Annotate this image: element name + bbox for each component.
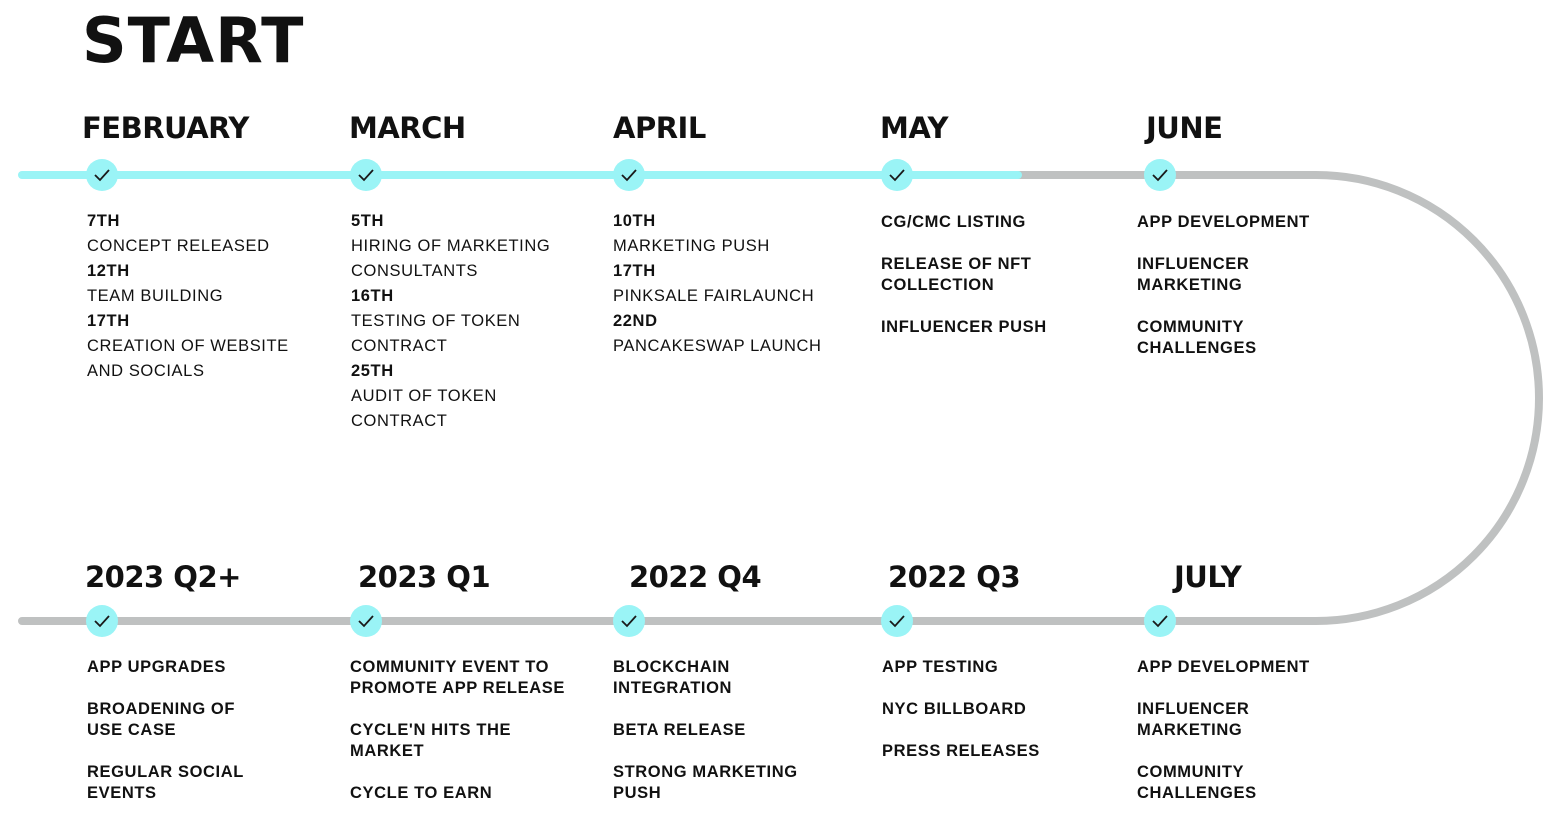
milestone-text: APP TESTING — [882, 658, 999, 676]
milestone-text: NYC BILLBOARD — [882, 700, 1027, 718]
milestone-text: CONTRACT — [351, 412, 448, 430]
march-items — [351, 209, 550, 434]
date-label: 12TH — [87, 262, 130, 280]
milestone-text: MARKETING PUSH — [613, 237, 770, 255]
check-icon — [881, 605, 913, 637]
roadmap-title: START — [82, 4, 305, 77]
milestone-text: CONTRACT — [351, 337, 448, 355]
check-icon — [1144, 605, 1176, 637]
june-items — [1137, 212, 1312, 380]
date-label: 17TH — [613, 262, 656, 280]
milestone-text: STRONG MARKETING PUSH — [613, 763, 798, 802]
milestone-text: PRESS RELEASES — [882, 742, 1040, 760]
date-label: 10TH — [613, 212, 656, 230]
date-label: 7TH — [87, 212, 120, 230]
heading-2023-q2-plus: 2023 Q2+ — [85, 560, 241, 594]
heading-july: JULY — [1174, 560, 1242, 594]
check-icon — [350, 605, 382, 637]
milestone-text: CREATION OF WEBSITE — [87, 337, 289, 355]
date-label: 25TH — [351, 362, 394, 380]
milestone-text: TEAM BUILDING — [87, 287, 224, 305]
milestone-text: REGULAR SOCIAL EVENTS — [87, 763, 244, 802]
milestone-text: COMMUNITY CHALLENGES — [1137, 318, 1257, 357]
april-items — [613, 209, 822, 359]
heading-2022-q4: 2022 Q4 — [629, 560, 762, 594]
milestone-text: HIRING OF MARKETING — [351, 237, 551, 255]
milestone-text: RELEASE OF NFT COLLECTION — [881, 255, 1032, 294]
milestone-text: COMMUNITY CHALLENGES — [1137, 763, 1257, 802]
milestone-text: PINKSALE FAIRLAUNCH — [613, 287, 815, 305]
check-icon — [613, 605, 645, 637]
milestone-text: CYCLE'N HITS THE MARKET — [350, 721, 512, 760]
milestone-text: CONSULTANTS — [351, 262, 478, 280]
2022-q4-items — [613, 657, 808, 825]
milestone-text: BROADENING OF USE CASE — [87, 700, 236, 739]
check-icon — [613, 159, 645, 191]
heading-2022-q3: 2022 Q3 — [888, 560, 1021, 594]
check-icon — [881, 159, 913, 191]
2023-q2-plus-items — [87, 657, 252, 825]
milestone-text: APP DEVELOPMENT — [1137, 213, 1310, 231]
milestone-text: COMMUNITY EVENT TO PROMOTE APP RELEASE — [350, 658, 565, 697]
check-icon — [86, 605, 118, 637]
heading-june: JUNE — [1146, 111, 1223, 145]
date-label: 5TH — [351, 212, 384, 230]
date-label: 16TH — [351, 287, 394, 305]
milestone-text: BLOCKCHAIN INTEGRATION — [613, 658, 733, 697]
check-icon — [86, 159, 118, 191]
milestone-text: BETA RELEASE — [613, 721, 746, 739]
heading-may: MAY — [880, 111, 949, 145]
milestone-text: INFLUENCER PUSH — [881, 318, 1047, 336]
milestone-text: TESTING OF TOKEN — [351, 312, 521, 330]
milestone-text: PANCAKESWAP LAUNCH — [613, 337, 822, 355]
july-items — [1137, 657, 1312, 825]
date-label: 17TH — [87, 312, 130, 330]
heading-april: APRIL — [613, 111, 706, 145]
heading-march: MARCH — [349, 111, 466, 145]
milestone-text: APP DEVELOPMENT — [1137, 658, 1310, 676]
february-items — [87, 209, 289, 384]
2022-q3-items — [882, 657, 1062, 783]
milestone-text: INFLUENCER MARKETING — [1137, 255, 1250, 294]
milestone-text: CG/CMC LISTING — [881, 213, 1026, 231]
milestone-text: AUDIT OF TOKEN — [351, 387, 497, 405]
check-icon — [350, 159, 382, 191]
may-items — [881, 212, 1056, 359]
milestone-text: AND SOCIALS — [87, 362, 205, 380]
2023-q1-items — [350, 657, 565, 825]
heading-february: FEBRUARY — [82, 111, 249, 145]
milestone-text: APP UPGRADES — [87, 658, 226, 676]
check-icon — [1144, 159, 1176, 191]
milestone-text: CONCEPT RELEASED — [87, 237, 270, 255]
heading-2023-q1: 2023 Q1 — [358, 560, 491, 594]
date-label: 22ND — [613, 312, 658, 330]
milestone-text: CYCLE TO EARN — [350, 784, 493, 802]
milestone-text: INFLUENCER MARKETING — [1137, 700, 1250, 739]
